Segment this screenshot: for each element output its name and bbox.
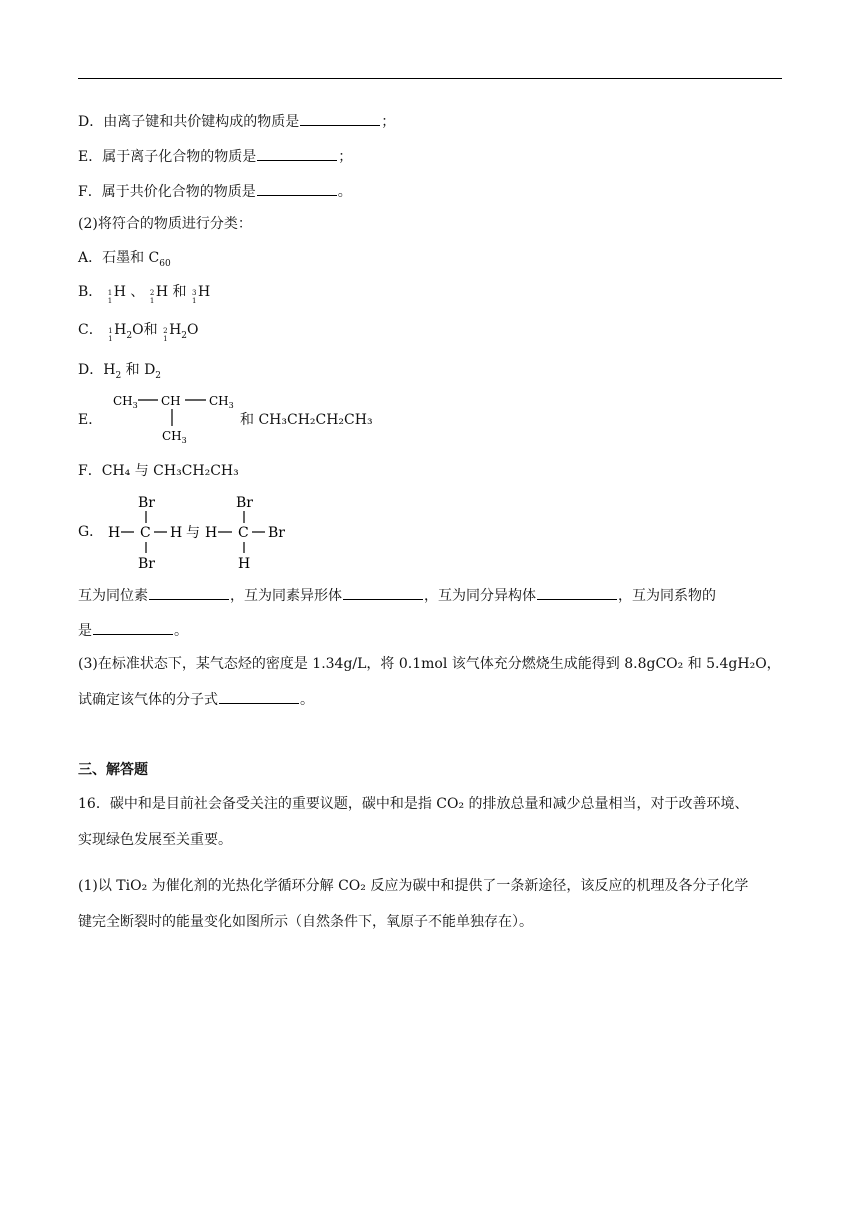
svg-text:Br: Br — [138, 495, 155, 511]
svg-text:H: H — [170, 525, 183, 541]
header-rule — [78, 78, 782, 79]
svg-text:CH3: $CH_3$ — [162, 429, 187, 445]
q15-part3-b: 试确定该气体的分子式 。 — [78, 688, 314, 710]
classification-fill-2: 是 。 — [78, 619, 188, 641]
answer-blank[interactable] — [257, 145, 337, 161]
svg-text:Br: Br — [138, 556, 155, 572]
answer-blank[interactable] — [300, 110, 380, 126]
svg-text:Br: Br — [236, 495, 253, 511]
answer-blank[interactable] — [537, 584, 617, 600]
answer-blank[interactable] — [93, 619, 173, 635]
q16-part1-text: (1)以 TiO₂ 为催化剂的光热化学循环分解 CO₂ 反应为碳中和提供了一条新途径，该反应的机理及各分子化学 — [78, 878, 749, 894]
answer-blank[interactable] — [219, 688, 299, 704]
item-e-tail: 和 CH₃CH₂CH₂CH₃ — [240, 412, 373, 428]
isobutane-structure — [110, 388, 240, 448]
item-e-label: E． — [78, 412, 103, 428]
svg-text:Br: Br — [268, 525, 285, 541]
q15-e: E．属于离子化合物的物质是 ； — [78, 145, 352, 167]
answer-blank[interactable] — [149, 584, 229, 600]
svg-text:CH3: $CH_3$ — [113, 394, 138, 410]
item-b: B． 1 1 H 、 2 1 H 和 3 1 H — [78, 284, 211, 305]
svg-text:H: H — [205, 525, 218, 541]
classification-fill: 互为同位素 ，互为同素异形体 ，互为同分异构体 ，互为同系物的 — [78, 584, 716, 606]
q15-d: D．由离子键和共价键构成的物质是 ； — [78, 110, 395, 132]
q15-part3: (3)在标准状态下，某气态烃的密度是 1.34g/L，将 0.1mol 该气体充分燃烧生成能得到 8.8gCO₂ 和 5.4gH₂O， — [78, 656, 781, 672]
item-c: C． 1 1 $H_2O$和 2 1 $H_2O$ — [78, 322, 199, 343]
answer-blank[interactable] — [343, 584, 423, 600]
svg-text:CH: CH — [161, 394, 181, 408]
svg-text:H: H — [108, 525, 121, 541]
section-title: 三、解答题 — [78, 762, 148, 778]
svg-text:H: H — [238, 556, 251, 572]
dibromomethane-structures — [104, 490, 304, 572]
q16-part1-text-2: 键完全断裂时的能量变化如图所示（自然条件下，氧原子不能单独存在）。 — [78, 914, 533, 930]
svg-text:CH3: $CH_3$ — [209, 394, 234, 410]
q15-part2: (2)将符合的物质进行分类： — [78, 216, 252, 232]
q16-text-2: 实现绿色发展至关重要。 — [78, 832, 232, 848]
q16-text-1: 16．碳中和是目前社会备受关注的重要议题，碳中和是指 CO₂ 的排放总量和减少总量相当，对于改善环境、 — [78, 796, 749, 812]
q15-f: F．属于共价化合物的物质是 。 — [78, 180, 352, 202]
item-f: F．CH₄ 与 CH₃CH₂CH₃ — [78, 463, 239, 479]
svg-text:C: C — [238, 525, 249, 541]
item-a: A．石墨和 $C_{60}$ — [78, 250, 171, 269]
svg-text:与: 与 — [186, 525, 200, 541]
svg-text:C: C — [140, 525, 151, 541]
item-d: D．$H_2$ 和 $D_2$ — [78, 362, 162, 381]
answer-blank[interactable] — [257, 180, 337, 196]
item-g-label: G． — [78, 524, 104, 540]
